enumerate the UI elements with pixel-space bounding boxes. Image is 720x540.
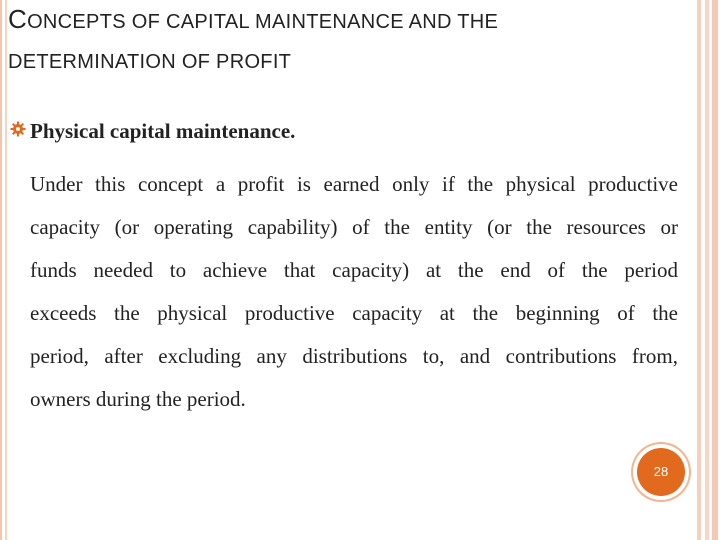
body-line-5: period, after excluding any distributions to, and contributions from,: [30, 344, 678, 368]
right-border-stripe-1: [697, 0, 701, 540]
title-line-2: DETERMINATION OF PROFIT: [8, 51, 292, 73]
title-line-1: [8, 4, 688, 34]
body-line-2: capacity (or operating capability) of the entity (or the resources or: [30, 215, 678, 239]
gear-bullet-icon: [10, 121, 26, 137]
left-border-stripe-inner: [5, 0, 7, 540]
title-initial-cap: C: [8, 4, 28, 34]
title-line-1-text: ONCEPTS OF CAPITAL MAINTENANCE AND THE: [27, 11, 499, 33]
body-line-6: owners during the period.: [30, 387, 246, 411]
page-number-badge: 28: [637, 448, 685, 496]
body-line-4: exceeds the physical productive capacity at the beginning of the: [30, 301, 678, 325]
slide-title: [8, 4, 688, 73]
left-border-stripe: [0, 0, 2, 540]
right-border-stripe-3: [712, 0, 718, 540]
right-border-stripe-2: [705, 0, 709, 540]
bullet-heading: [10, 118, 690, 144]
bullet-heading-text: Physical capital maintenance.: [30, 119, 296, 143]
body-line-3: funds needed to achieve that capacity) at the end of the period: [30, 258, 678, 282]
body-line-1: Under this concept a profit is earned only if the physical productive: [30, 172, 678, 196]
